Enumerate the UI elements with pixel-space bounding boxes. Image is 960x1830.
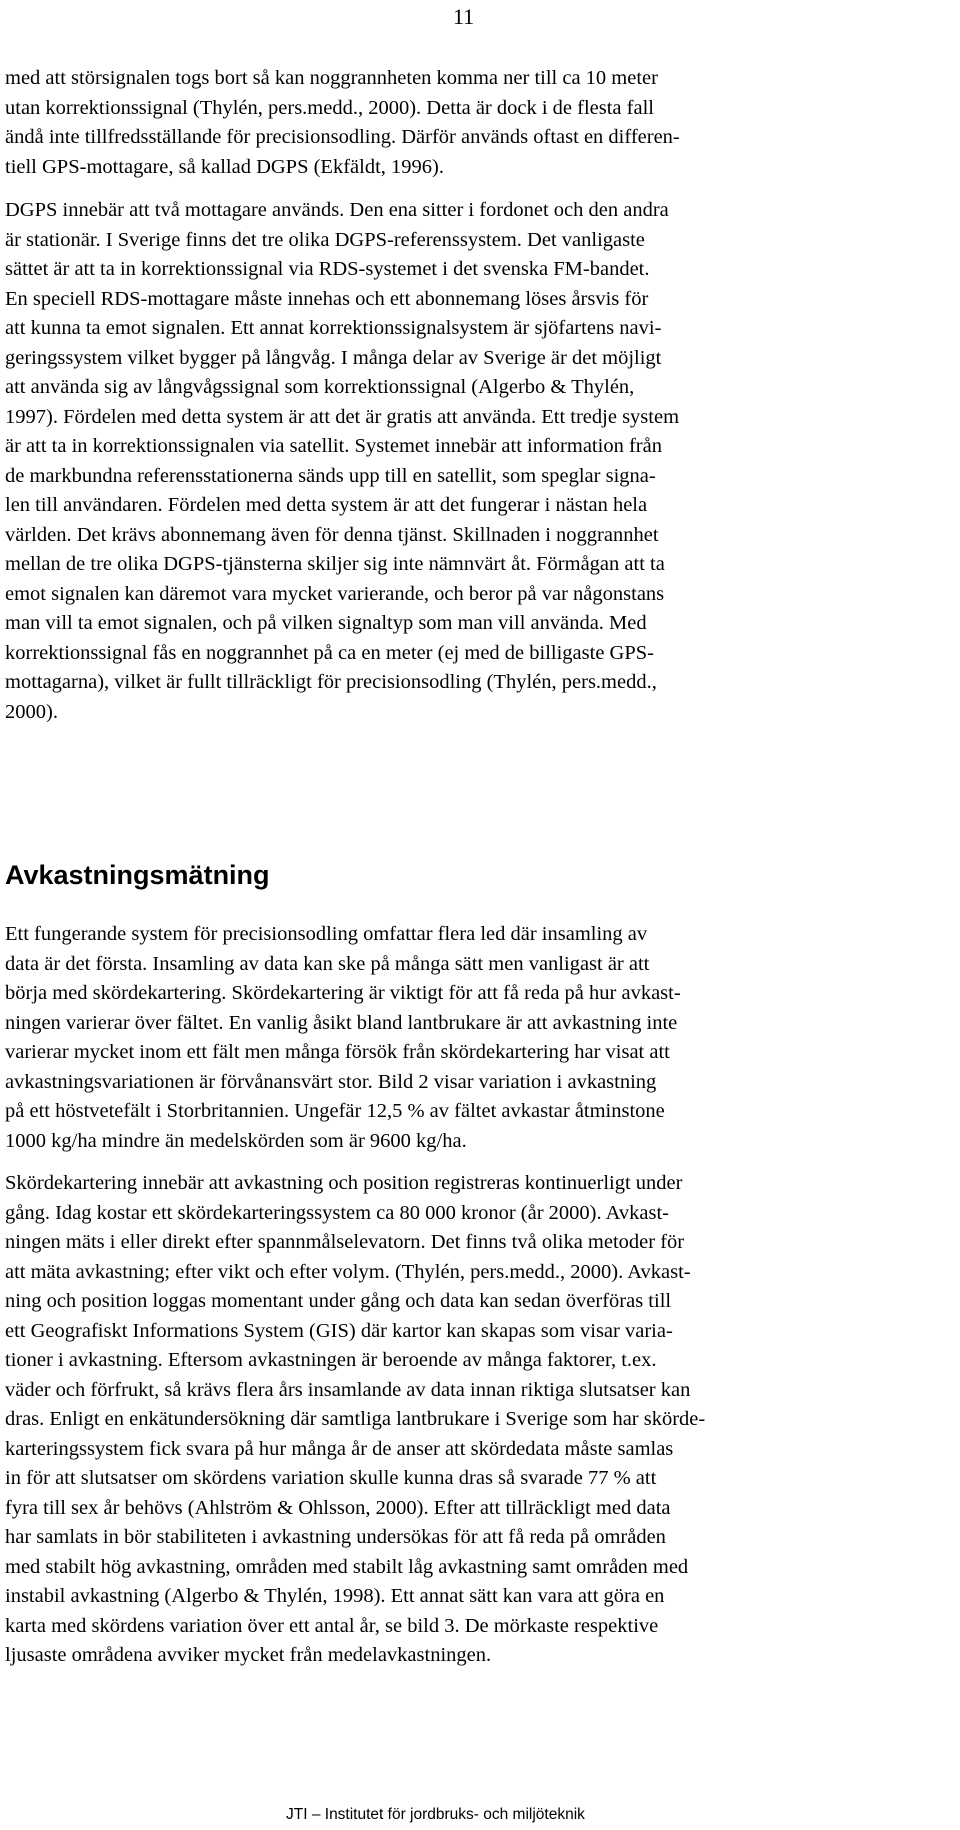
text-line: är stationär. I Sverige finns det tre olika DGPS-referenssystem. Det vanligaste (5, 228, 645, 251)
text-line: att använda sig av långvågssignal som korrektionssignal (Algerbo & Thylén, (5, 376, 635, 398)
text-line: på ett höstvetefält i Storbritannien. Ungefär 12,5 % av fältet avkastar åtminstone (5, 1100, 665, 1122)
text-line: mellan de tre olika DGPS-tjänsterna skiljer sig inte nämnvärt åt. Förmågan att ta (5, 553, 665, 575)
text-line: ett Geografiskt Informations System (GIS) där kartor kan skapas som visar varia- (5, 1319, 673, 1342)
text-line: med att störsignalen togs bort så kan noggrannheten komma ner till ca 10 meter (5, 67, 658, 89)
text-line: En speciell RDS-mottagare måste innehas och ett abonnemang löses årsvis för (5, 287, 649, 310)
text-line: avkastningsvariationen är förvånansvärt stor. Bild 2 visar variation i avkastning (5, 1070, 657, 1093)
text-line: de markbundna referensstationerna sänds upp till en satellit, som speglar signa- (5, 464, 656, 487)
text-line: är att ta in korrektionssignalen via satellit. Systemet innebär att information från (5, 435, 662, 457)
text-line: att mäta avkastning; efter vikt och efter volym. (Thylén, pers.medd., 2000). Avkast- (5, 1260, 691, 1283)
text-line: börja med skördekartering. Skördekartering är viktigt för att få reda på hur avkast- (5, 982, 681, 1004)
text-line: utan korrektionssignal (Thylén, pers.medd., 2000). Detta är dock i de flesta fall (5, 96, 654, 119)
text-line: tioner i avkastning. Eftersom avkastningen är beroende av många faktorer, t.ex. (5, 1349, 657, 1371)
text-line: instabil avkastning (Algerbo & Thylén, 1998). Ett annat sätt kan vara att göra en (5, 1585, 665, 1607)
page-footer: JTI – Institutet för jordbruks- och miljöteknik (286, 1806, 585, 1823)
text-line: karta med skördens variation över ett antal år, se bild 3. De mörkaste respektive (5, 1614, 659, 1637)
text-line: väder och förfrukt, så krävs flera års insamlande av data innan riktiga slutsatser kan (5, 1378, 691, 1401)
text-line: ningen mäts i eller direkt efter spannmålselevatorn. Det finns två olika metoder för (5, 1231, 685, 1253)
text-line: data är det första. Insamling av data kan ske på många sätt men vanligast är att (5, 952, 650, 975)
text-line: geringssystem vilket bygger på långvåg. I många delar av Sverige är det möjligt (5, 346, 662, 369)
text-line: Ett fungerande system för precisionsodling omfattar flera led där insamling av (5, 923, 648, 945)
text-line: emot signalen kan däremot vara mycket varierande, och beror på var någonstans (5, 582, 665, 605)
text-line: korrektionssignal fås en noggrannhet på ca en meter (ej med de billigaste GPS- (5, 641, 654, 664)
text-line: 2000). (5, 700, 58, 723)
text-line: man vill ta emot signalen, och på vilken signaltyp som man vill använda. Med (5, 612, 647, 634)
text-line: fyra till sex år behövs (Ahlström & Ohlsson, 2000). Efter att tillräckligt med data (5, 1496, 671, 1519)
text-line: dras. Enligt en enkätundersökning där samtliga lantbrukare i Sverige som har skörde- (5, 1408, 706, 1430)
text-line: har samlats in bör stabiliteten i avkastning undersökas för att få reda på områden (5, 1526, 666, 1548)
text-line: mottagarna), vilket är fullt tillräckligt för precisionsodling (Thylén, pers.medd., (5, 671, 657, 693)
text-line: ning och position loggas momentant under gång och data kan sedan överföras till (5, 1290, 672, 1312)
paragraph-data-collection (5, 920, 895, 1156)
text-line: Skördekartering innebär att avkastning och position registreras kontinuerligt under (5, 1172, 683, 1194)
text-line: med stabilt hög avkastning, områden med stabilt låg avkastning samt områden med (5, 1555, 689, 1578)
paragraph-dgps (5, 196, 895, 727)
text-line: 1997). Fördelen med detta system är att det är gratis att använda. Ett tredje system (5, 405, 680, 428)
text-line: karteringssystem fick svara på hur många år de anser att skördedata måste samlas (5, 1437, 674, 1460)
text-line: tiell GPS-mottagare, så kallad DGPS (Ekfäldt, 1996). (5, 155, 444, 178)
section-heading: Avkastningsmätning (5, 860, 270, 890)
paragraph-gps-accuracy (5, 64, 895, 182)
text-line: gång. Idag kostar ett skördekarteringssystem ca 80 000 kronor (år 2000). Avkast- (5, 1201, 669, 1224)
text-line: len till användaren. Fördelen med detta system är att det fungerar i nästan hela (5, 494, 648, 516)
text-line: DGPS innebär att två mottagare används. Den ena sitter i fordonet och den andra (5, 199, 669, 221)
text-line: in för att slutsatser om skördens variation skulle kunna dras så svarade 77 % att (5, 1467, 657, 1489)
text-line: att kunna ta emot signalen. Ett annat korrektionssignalsystem är sjöfartens navi- (5, 317, 662, 339)
page-number: 11 (453, 4, 475, 29)
text-line: sättet är att ta in korrektionssignal via RDS-systemet i det svenska FM-bandet. (5, 258, 650, 280)
paragraph-yield-mapping (5, 1169, 895, 1671)
text-line: varierar mycket inom ett fält men många försök från skördekartering har visat att (5, 1041, 670, 1063)
text-line: världen. Det krävs abonnemang även för denna tjänst. Skillnaden i noggrannhet (5, 523, 659, 546)
text-line: ändå inte tillfredsställande för precisionsodling. Därför används oftast en differen- (5, 126, 680, 148)
text-line: 1000 kg/ha mindre än medelskörden som är 9600 kg/ha. (5, 1129, 467, 1152)
text-line: ljusaste områdena avviker mycket från medelavkastningen. (5, 1644, 492, 1666)
text-line: ningen varierar över fältet. En vanlig åsikt bland lantbrukare är att avkastning inte (5, 1011, 678, 1034)
